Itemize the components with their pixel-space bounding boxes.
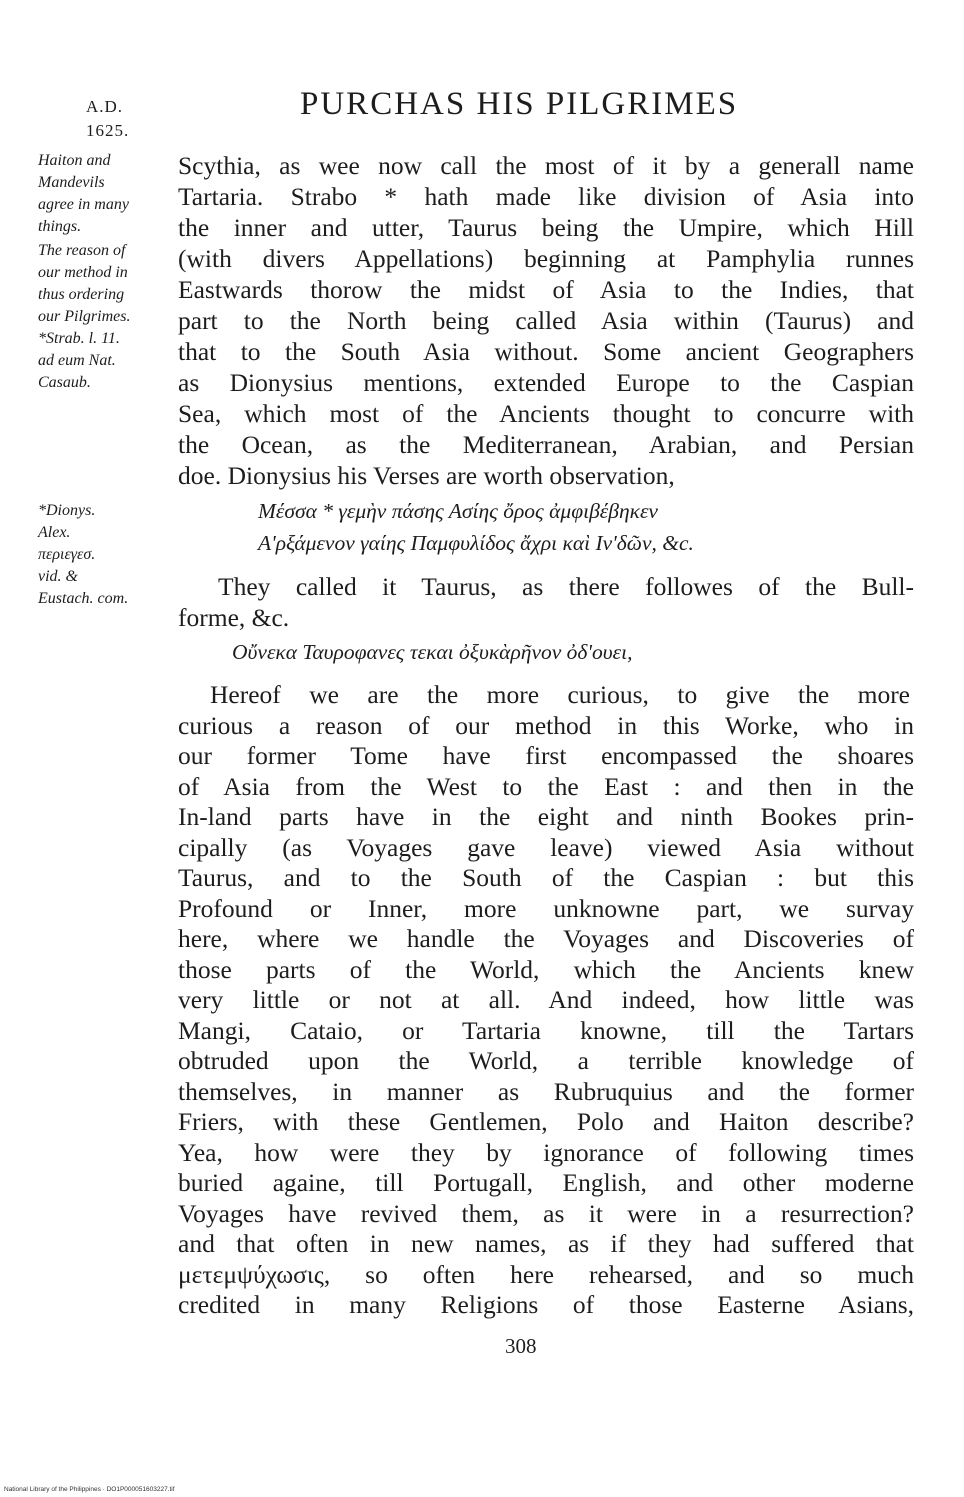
para3-line-12: Mangi, Cataio, or Tartaria knowne, till the Tartars bbox=[178, 1015, 914, 1045]
para3-line-16: Yea, how were they by ignorance of following times bbox=[178, 1137, 914, 1167]
para1-line-4: (with divers Appellations) beginning at Pamphylia runnes bbox=[178, 244, 914, 273]
greek-verse-1: Μέσσα * γεμὴν πάσης Ασίης ὄρος ἀμφιβέβηκεν bbox=[258, 499, 658, 523]
para3-line-4: of Asia from the West to the East : and then in the bbox=[178, 771, 914, 801]
para1-line-11: doe. Dionysius his Verses are worth observation, bbox=[178, 461, 675, 490]
para3-line-20: μετεμψύχωσις, so often here rehearsed, and so much bbox=[178, 1259, 914, 1289]
para3-line-6: cipally (as Voyages gave leave) viewed Asia without bbox=[178, 832, 914, 862]
para3-line-11: very little or not at all. And indeed, how little was bbox=[178, 985, 914, 1014]
para1-line-6: part to the North being called Asia within (Taurus) and bbox=[178, 306, 914, 335]
para3-line-21: credited in many Religions of those Easterne Asians, bbox=[178, 1290, 914, 1319]
para1-line-1: Scythia, as wee now call the most of it by a generall name bbox=[178, 151, 914, 180]
year-line-1: A.D. bbox=[86, 97, 124, 116]
margin-note-3: *Strab. l. 11. ad eum Nat. Casaub. bbox=[38, 330, 120, 391]
para3-line-10: those parts of the World, which the Ancients knew bbox=[178, 954, 914, 984]
para1-line-7: that to the South Asia without. Some ancient Geographers bbox=[178, 337, 914, 366]
para3-line-13: obtruded upon the World, a terrible knowledge of bbox=[178, 1046, 914, 1075]
greek-verse-2: Α'ρξάμενον γαίης Παμφυλίδος ἄχρι καὶ Ιν'δῶν, &c. bbox=[258, 531, 694, 555]
para1-line-9: Sea, which most of the Ancients thought to concurre with bbox=[178, 399, 914, 428]
greek-line: Οὔνεκα Ταυροφανες τεκαι ὀξυκὰρῆνον ὀδ'ουει, bbox=[232, 640, 633, 664]
para1-line-3: the inner and utter, Taurus being the Umpire, which Hill bbox=[178, 213, 914, 242]
para3-line-9: here, where we handle the Voyages and Discoveries of bbox=[178, 924, 914, 953]
para1-line-5: Eastwards thorow the midst of Asia to the Indies, that bbox=[178, 275, 914, 304]
para3-line-14: themselves, in manner as Rubruquius and the former bbox=[178, 1076, 914, 1106]
running-head-title: PURCHAS HIS PILGRIMES bbox=[300, 86, 739, 122]
para3-line-1: Hereof we are the more curious, to give the more bbox=[210, 680, 910, 709]
para1-line-10: the Ocean, as the Mediterranean, Arabian, and Persian bbox=[178, 430, 914, 459]
folio-number: 308 bbox=[505, 1334, 537, 1358]
margin-note-1: Haiton and Mandevils agree in many things. bbox=[38, 152, 129, 235]
para3-line-5: In-land parts have in the eight and ninth Bookes prin- bbox=[178, 802, 914, 831]
para2-line-2: forme, &c. bbox=[178, 603, 290, 632]
para3-line-8: Profound or Inner, more unknowne part, we survay bbox=[178, 893, 914, 923]
para3-line-19: and that often in new names, as if they had suffered that bbox=[178, 1229, 914, 1258]
year-line-2: 1625. bbox=[86, 121, 130, 140]
para2-line-1: They called it Taurus, as there followes of the Bull- bbox=[218, 572, 914, 601]
para3-line-3: our former Tome have first encompassed the shoares bbox=[178, 741, 914, 770]
para3-line-17: buried againe, till Portugall, English, and other moderne bbox=[178, 1168, 914, 1197]
scan-footer: National Library of the Philippines · DO1P000051603227.tif bbox=[4, 1486, 175, 1493]
para1-line-2: Tartaria. Strabo * hath made like division of Asia into bbox=[178, 182, 914, 211]
para1-line-8: as Dionysius mentions, extended Europe to the Caspian bbox=[178, 368, 914, 397]
margin-note-4: *Dionys. Alex. περιεγεσ. vid. & Eustach. com. bbox=[38, 502, 129, 607]
para3-line-2: curious a reason of our method in this Worke, who in bbox=[178, 710, 914, 740]
para3-line-15: Friers, with these Gentlemen, Polo and Haiton describe? bbox=[178, 1107, 914, 1136]
para3-line-7: Taurus, and to the South of the Caspian : but this bbox=[178, 863, 914, 892]
margin-note-2: The reason of our method in thus ordering our Pilgrimes. bbox=[38, 242, 131, 325]
para3-line-18: Voyages have revived them, as it were in a resurrection? bbox=[178, 1198, 914, 1228]
